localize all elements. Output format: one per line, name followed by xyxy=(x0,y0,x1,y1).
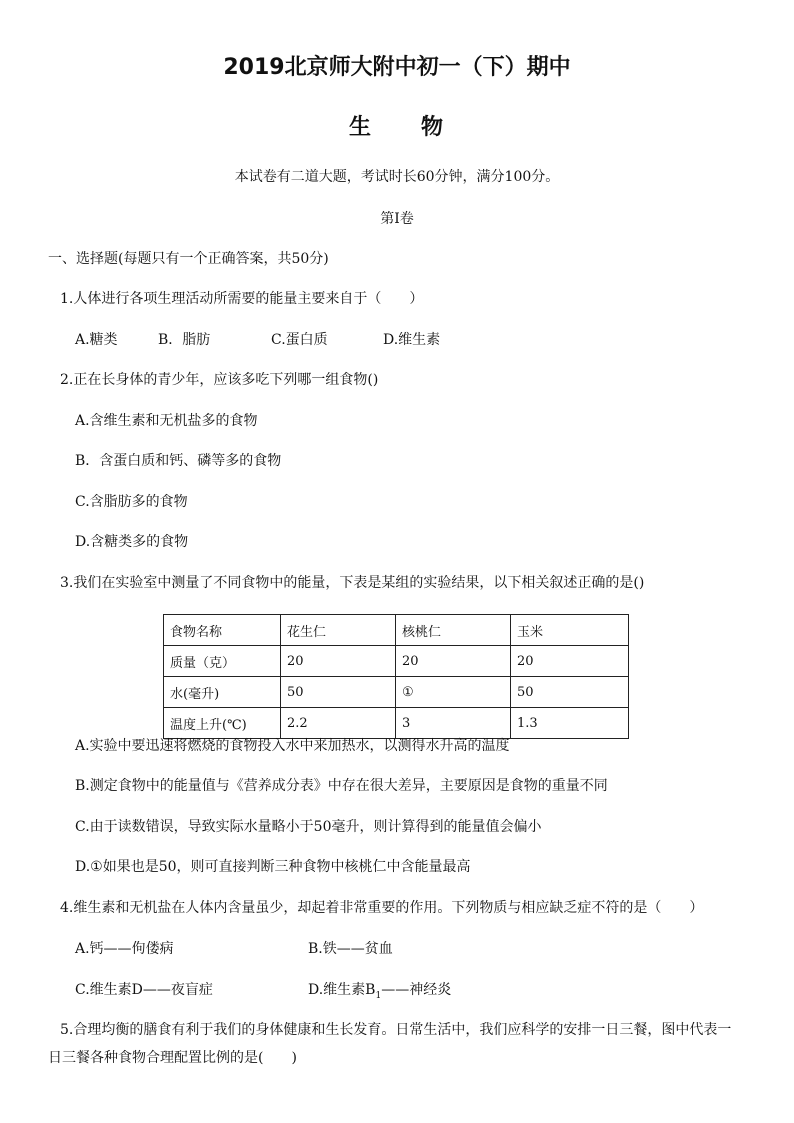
table-cell: 3 xyxy=(396,708,511,739)
table-row xyxy=(164,646,629,677)
table-cell: 玉米 xyxy=(511,615,629,646)
q4-stem: 4.维生素和无机盐在人体内含量虽少，却起着非常重要的作用。下列物质与相应缺乏症不符的是（ ） xyxy=(60,900,704,916)
q4-option-d-suffix: ——神经炎 xyxy=(381,982,452,998)
q2-option-a: A.含维生素和无机盐多的食物 xyxy=(75,413,258,429)
q1-option-b: B．脂肪 xyxy=(158,332,211,348)
q1-option-d: D.维生素 xyxy=(383,332,441,348)
table-cell: ① xyxy=(396,677,511,708)
volume-label: 第I卷 xyxy=(380,211,414,227)
q3-data-table xyxy=(163,614,629,739)
q2-option-b: B．含蛋白质和钙、磷等多的食物 xyxy=(75,453,282,469)
q5-stem-line1: 5.合理均衡的膳食有利于我们的身体健康和生长发育。日常生活中，我们应科学的安排一日三餐，图中代表一 xyxy=(60,1022,732,1038)
table-cell: 50 xyxy=(511,677,629,708)
table-cell: 食物名称 xyxy=(164,615,281,646)
table-cell: 20 xyxy=(281,646,396,677)
q3-option-d: D.①如果也是50，则可直接判断三种食物中核桃仁中含能量最高 xyxy=(75,859,471,875)
q3-option-a: A.实验中要迅速将燃烧的食物投入水中来加热水，以测得水升高的温度 xyxy=(75,738,510,754)
section-heading: 一、选择题(每题只有一个正确答案，共50分) xyxy=(48,251,329,267)
q3-option-b: B.测定食物中的能量值与《营养成分表》中存在很大差异，主要原因是食物的重量不同 xyxy=(75,778,608,794)
table-row xyxy=(164,677,629,708)
table-cell: 1.3 xyxy=(511,708,629,739)
table-cell: 20 xyxy=(396,646,511,677)
table-cell: 质量（克） xyxy=(164,646,281,677)
q4-option-d-subscript: 1 xyxy=(375,990,382,1001)
q3-option-c: C.由于读数错误，导致实际水量略小于50毫升，则计算得到的能量值会偏小 xyxy=(75,819,542,835)
table-cell: 核桃仁 xyxy=(396,615,511,646)
q1-option-a: A.糖类 xyxy=(75,332,118,348)
q4-option-d xyxy=(308,981,451,1005)
table-cell: 20 xyxy=(511,646,629,677)
table-row xyxy=(164,708,629,739)
exam-title: 2019北京师大附中初一（下）期中 xyxy=(223,55,571,80)
q4-option-b: B.铁——贫血 xyxy=(308,941,393,957)
q2-stem: 2.正在长身体的青少年，应该多吃下列哪一组食物() xyxy=(60,372,379,388)
table-cell: 50 xyxy=(281,677,396,708)
exam-intro: 本试卷有二道大题，考试时长60分钟，满分100分。 xyxy=(234,169,560,185)
q2-option-c: C.含脂肪多的食物 xyxy=(75,494,188,510)
q4-option-a: A.钙——佝偻病 xyxy=(75,941,174,957)
q3-stem: 3.我们在实验室中测量了不同食物中的能量，下表是某组的实验结果，以下相关叙述正确的是() xyxy=(60,575,645,591)
subject-title: 生 物 xyxy=(348,115,445,140)
q5-stem-line2: 日三餐各种食物合理配置比例的是( ) xyxy=(48,1050,297,1066)
table-cell: 2.2 xyxy=(281,708,396,739)
q2-option-d: D.含糖类多的食物 xyxy=(75,534,189,550)
q4-option-d-prefix: D.维生素B xyxy=(308,982,376,998)
table-cell: 水(毫升) xyxy=(164,677,281,708)
table-row xyxy=(164,615,629,646)
table-cell: 温度上升(℃) xyxy=(164,708,281,739)
q4-option-c: C.维生素D——夜盲症 xyxy=(75,982,213,998)
q1-option-c: C.蛋白质 xyxy=(271,332,328,348)
q1-stem: 1.人体进行各项生理活动所需要的能量主要来自于（ ） xyxy=(60,291,424,307)
table-cell: 花生仁 xyxy=(281,615,396,646)
